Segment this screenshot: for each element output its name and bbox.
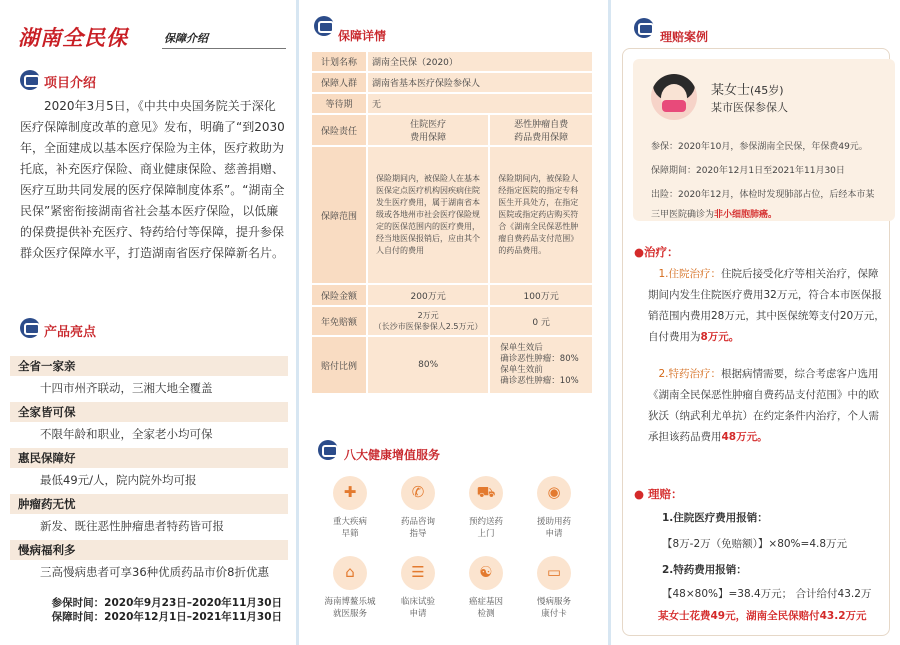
highlight-desc: 三高慢病患者可享36种优质药品市价8折优惠: [40, 565, 269, 579]
left-panel: [0, 0, 296, 645]
highlight-title: 慢病福利多: [10, 540, 288, 560]
service-label: 援助用药 申请: [536, 517, 571, 539]
detail-heading: 保障详情: [338, 29, 387, 43]
claim-hospital-formula: 【8万-2万（免赔额）】×80%=4.8万元: [662, 538, 848, 550]
scope-hospital: 保险期间内，被保险人在基本医保定点医疗机构因疾病住院发生医疗费用，属于湖南省本级或各地州市社会医疗保险规定的医保范围内的医疗费用，经当地医保报销后，应由其个人自付的费用: [367, 146, 489, 284]
ratio-hospital: 80%: [367, 336, 489, 394]
title-block: [12, 22, 282, 54]
row-label: 保障范围: [311, 146, 367, 284]
card-icon: ▭: [537, 556, 571, 590]
highlight-title: 惠民保障好: [10, 448, 288, 468]
pill-icon: ◉: [537, 476, 571, 510]
highlight-desc: 新发、既往恶性肿瘤患者特药皆可报: [40, 519, 224, 533]
intro-text: 2020年3月5日，《中共中央国务院关于深化医疗保障制度改革的意见》发布，明确了“到2030年，全面建成以基本医疗保险为主体，医疗救助为托底，补充医疗保险、商业健康保险、慈善捐赠、医疗互助共同发展的医疗保障制度体系”。“湖南全民保”紧密衔接湖南省社会基本医疗保险，以低廉的保费提供补充医疗、特药给付等保障，提升参保群众医疗保障水平，打造湖南省医疗保障新名片。: [20, 99, 285, 260]
ratio-line: 确诊恶性肿瘤：10%: [500, 376, 579, 386]
service-item[interactable]: [454, 556, 518, 620]
doctor-icon: [20, 318, 40, 338]
dates-block: [20, 596, 282, 624]
ratio-line: 确诊恶性肿瘤：80%: [500, 354, 579, 364]
doctor-icon: [20, 70, 40, 90]
highlight-title: 全家皆可保: [10, 402, 288, 422]
diagnosis-line: 三甲医院确诊为非小细胞肺癌。: [651, 210, 778, 220]
service-item[interactable]: [522, 556, 586, 620]
amount-drug: 100万元: [489, 284, 593, 306]
row-label: 计划名称: [311, 51, 367, 72]
case-heading: 理赔案例: [660, 30, 709, 44]
scope-drug: 保险期间内，被保险人经指定医院的指定专科医生开具处方，在指定医院或指定药店购买符合《湖南全民保恶性肿瘤自费药品支付范围》的药品费用。: [489, 146, 593, 284]
service-item[interactable]: [386, 476, 450, 540]
right-panel: [608, 0, 900, 645]
highlight-item: [10, 494, 288, 538]
period-line: 保障期间：2020年12月1日至2021年11月30日: [651, 166, 845, 176]
service-item[interactable]: [318, 476, 382, 540]
amount-hospital: 200万元: [367, 284, 489, 306]
deduct-amount: 2万元: [417, 311, 439, 320]
highlights-heading: 产品亮点: [44, 325, 97, 340]
person-name: 某女士(45岁): [711, 83, 784, 98]
highlight-title: 全省一家亲: [10, 356, 288, 376]
treatment-drug: 2.特药治疗：根据病情需要，综合考虑客户选用《湖南全民保恶性肿瘤自费药品支付范围》中的欧狄沃（纳武利尤单抗）在约定条件内治疗，个人需承担该药品费用48万元。: [648, 368, 879, 443]
person-role: 某市医保参保人: [711, 101, 788, 114]
plan-value: 湖南全民保（2020）: [367, 51, 593, 72]
brand-subtitle: 保障介绍: [164, 32, 208, 45]
trial-icon: ☰: [401, 556, 435, 590]
row-label: 保险责任: [311, 114, 367, 146]
people-value: 湖南省基本医疗保险参保人: [367, 72, 593, 93]
brand-title: 湖南全民保: [18, 26, 128, 50]
event-line: 出险：2020年12月，体检时发现肺部占位，后经本市某: [651, 190, 875, 200]
wait-value: 无: [367, 93, 593, 114]
service-label: 预约送药 上门: [468, 517, 503, 539]
highlight-desc: 不限年龄和职业，全家老小均可保: [40, 427, 213, 441]
service-label: 药品咨询 指导: [400, 517, 435, 539]
hospital-icon: ⌂: [333, 556, 367, 590]
coverage-dates: 保障时间：2020年12月1日–2021年11月30日: [51, 611, 282, 623]
claim-drug-formula: 【48×80%】=38.4万元； 合计给付43.2万: [662, 588, 872, 600]
doctor-icon: [314, 16, 334, 36]
ratio-drug: [489, 336, 593, 394]
highlight-desc: 十四市州齐联动，三湘大地全覆盖: [40, 381, 213, 395]
highlight-item: [10, 402, 288, 446]
service-item[interactable]: [522, 476, 586, 540]
row-label: 年免赔额: [311, 306, 367, 336]
claim-heading: ● 理赔：: [634, 487, 683, 501]
insure-line: 参保：2020年10月，参保湖南全民保，年保费49元。: [651, 142, 868, 152]
resp-hospital: 住院医疗 费用保障: [367, 114, 489, 146]
row-label: 保障人群: [311, 72, 367, 93]
treatment-heading: ●治疗：: [634, 245, 679, 259]
resp-drug: 恶性肿瘤自费 药品费用保障: [489, 114, 593, 146]
treatment-hospital: 1.住院治疗：住院后接受化疗等相关治疗，保障期间内发生住院医疗费用32万元，符合本市医保报销范围内费用28万元，其中医保统筹支付20万元，自付费用为8万元。: [648, 268, 885, 343]
highlight-desc: 最低49元/人，院内院外均可报: [40, 473, 197, 487]
gene-icon: ☯: [469, 556, 503, 590]
deduct-note: （长沙市医保参保人2.5万元）: [373, 322, 483, 331]
service-label: 重大疾病 早筛: [332, 517, 367, 539]
avatar: [651, 74, 697, 120]
coverage-table: [310, 50, 594, 395]
final-summary: 某女士花费49元，湖南全民保赔付43.2万元: [658, 610, 867, 622]
service-label: 海南博鳌乐城 就医服务: [324, 597, 376, 619]
middle-panel: [296, 0, 608, 645]
highlight-item: [10, 356, 288, 400]
highlight-title: 肿瘤药无忧: [10, 494, 288, 514]
service-label: 慢病服务 康付卡: [536, 597, 571, 619]
title-underline: [162, 48, 286, 49]
service-item[interactable]: [318, 556, 382, 620]
row-label: 等待期: [311, 93, 367, 114]
service-label: 癌症基因 检测: [468, 597, 503, 619]
ratio-line: 保单生效前: [500, 365, 543, 375]
service-item[interactable]: [454, 476, 518, 540]
claim-hospital-title: 1.住院医疗费用报销：: [662, 512, 768, 524]
claim-drug-title: 2.特药费用报销：: [662, 564, 747, 576]
enroll-dates: 参保时间：2020年9月23日–2020年11月30日: [51, 597, 282, 609]
service-item[interactable]: [386, 556, 450, 620]
row-label: 赔付比例: [311, 336, 367, 394]
delivery-icon: ⛟: [469, 476, 503, 510]
case-summary: [633, 59, 895, 221]
intro-heading: 项目介绍: [44, 76, 97, 91]
services-heading: 八大健康增值服务: [344, 448, 441, 462]
highlight-item: [10, 540, 288, 584]
service-label: 临床试验 申请: [400, 597, 435, 619]
ratio-line: 保单生效后: [500, 343, 543, 353]
deduct-drug: 0 元: [489, 306, 593, 336]
highlight-item: [10, 448, 288, 492]
doctor-icon: [634, 18, 654, 38]
consult-icon: ✆: [401, 476, 435, 510]
row-label: 保险金额: [311, 284, 367, 306]
screening-icon: ✚: [333, 476, 367, 510]
doctor-icon: [318, 440, 338, 460]
deduct-hospital: [367, 306, 489, 336]
